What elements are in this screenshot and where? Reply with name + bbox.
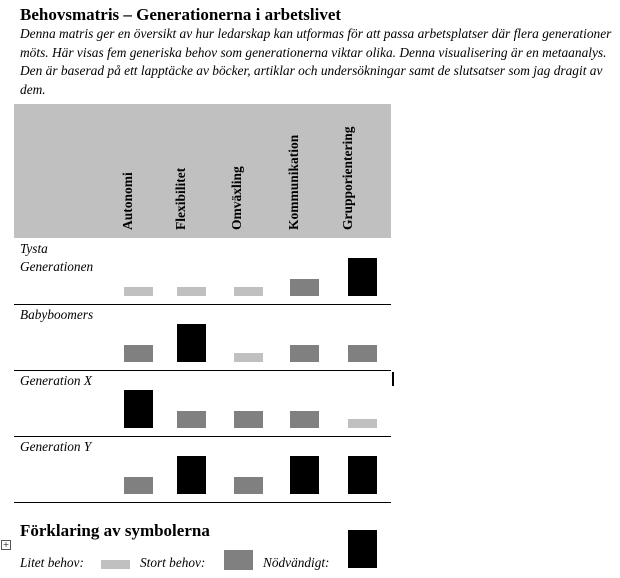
legend-label-nodvandigt: Nödvändigt: xyxy=(263,555,330,570)
move-handle-icon[interactable]: + xyxy=(2,540,10,549)
symbol-stort xyxy=(177,411,206,428)
column-header-flexibilitet: Flexibilitet xyxy=(173,167,188,230)
symbol-litet xyxy=(348,419,377,428)
row-label: Generation X xyxy=(20,373,93,388)
symbol-nodv xyxy=(124,390,153,428)
legend-row xyxy=(20,552,400,576)
intro-paragraph: Denna matris ger en översikt av hur ledarskap kan utformas för att passa arbetsplatser där flera generationer möts. Här visas fem generiska behov som generationerna viktar olika. Denna visualisering är en metaanalys. Den är baserad på ett lapptäcke av böcker, artiklar och undersökningar samt de slutsatser som jag dragit av dem. xyxy=(20,26,612,97)
matrix-header xyxy=(14,104,391,238)
column-header-autonomi: Autonomi xyxy=(120,172,135,230)
column-header-grupporientering: Grupporientering xyxy=(340,126,355,230)
row-label: Babyboomers xyxy=(20,307,94,322)
needs-matrix xyxy=(14,104,391,504)
legend-title: Förklaring av symbolerna xyxy=(20,521,210,540)
legend-symbol-nodvandigt xyxy=(348,530,377,568)
symbol-litet xyxy=(124,287,153,296)
text-cursor xyxy=(392,372,394,386)
legend-symbol-litet xyxy=(101,560,130,569)
symbol-stort xyxy=(124,345,153,362)
symbol-litet xyxy=(234,287,263,296)
row-label: Tysta Generationen xyxy=(20,241,94,274)
legend-symbol-stort xyxy=(224,550,253,570)
symbol-stort xyxy=(234,477,263,494)
legend-label-litet: Litet behov: xyxy=(20,555,84,570)
legend-label-stort: Stort behov: xyxy=(140,555,206,570)
symbol-stort xyxy=(290,411,319,428)
symbol-nodv xyxy=(177,456,206,494)
symbol-stort xyxy=(290,345,319,362)
symbol-nodv xyxy=(177,324,206,362)
symbol-litet xyxy=(177,287,206,296)
symbol-nodv xyxy=(348,456,377,494)
symbol-stort xyxy=(124,477,153,494)
symbol-nodv xyxy=(290,456,319,494)
document-title: Behovsmatris – Generationerna i arbetslivet xyxy=(20,5,342,24)
symbol-stort xyxy=(348,345,377,362)
symbol-stort xyxy=(234,411,263,428)
symbol-nodv xyxy=(348,258,377,296)
column-header-omvaxling: Omväxling xyxy=(229,166,244,230)
column-header-kommunikation: Kommunikation xyxy=(286,134,301,230)
row-label: Generation Y xyxy=(20,439,92,454)
symbol-stort xyxy=(290,279,319,296)
symbol-litet xyxy=(234,353,263,362)
